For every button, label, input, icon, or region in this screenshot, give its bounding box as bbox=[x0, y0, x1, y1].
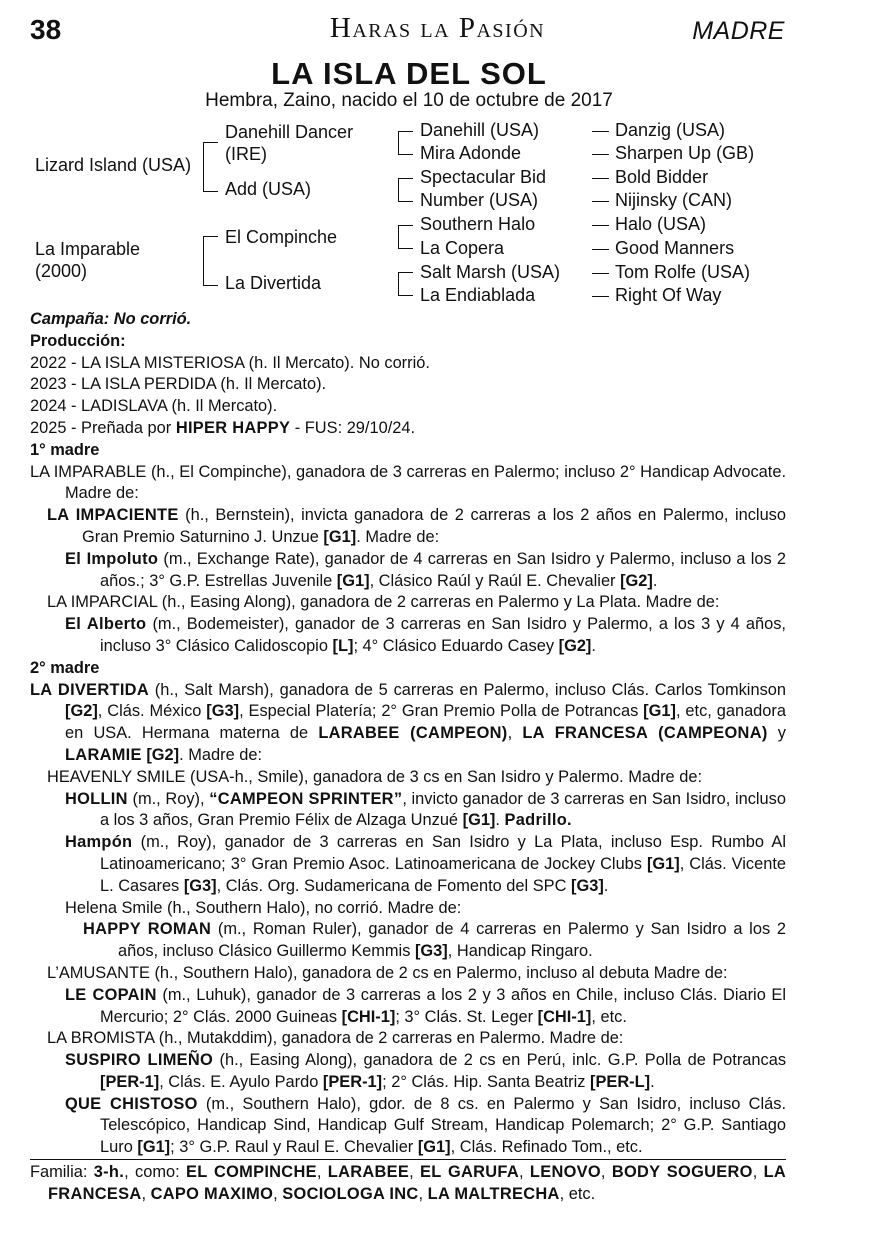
pedigree-dam-name: La Imparable bbox=[35, 239, 141, 259]
pedigree-g3-4: Number (USA) bbox=[420, 190, 539, 210]
pedigree-g3-7: Salt Marsh (USA) bbox=[420, 262, 561, 282]
pedigree-g4-4: Nijinsky (CAN) bbox=[615, 190, 732, 210]
produce-entry: QUE CHISTOSO (m., Southern Halo), gdor. de 8 cs. en Palermo y San Isidro, incluso Clás. Telescópico, Handicap Sind, Handicap Gulf Stream, Handicap Polemarch; 2° G.P. Santiago Luro [G1]; 3° G.P. Raul y Raul E. Chevalier [G1], Clás. Refinado Tom., etc. bbox=[65, 1094, 786, 1157]
bracket-g2-4 bbox=[398, 272, 413, 296]
dash-g4-5 bbox=[592, 225, 609, 226]
produce-entry: L’AMUSANTE (h., Southern Halo), ganadora de 2 cs en Palermo, incluso al debuta Madre de: bbox=[47, 963, 728, 982]
body-text bbox=[30, 309, 786, 1206]
pedigree-g3-5: Southern Halo bbox=[420, 214, 536, 234]
bracket-sire bbox=[203, 142, 218, 192]
produce-entry: LE COPAIN (m., Luhuk), ganador de 3 carreras a los 2 y 3 años en Chile, incluso Clás. Diario El Mercurio; 2° Clás. 2000 Guineas [CHI-1]; 3° Clás. St. Leger [CHI-1], etc. bbox=[65, 985, 786, 1026]
production-item: 2022 - LA ISLA MISTERIOSA (h. Il Mercato). No corrió. bbox=[30, 353, 430, 372]
dash-g4-4 bbox=[592, 201, 609, 202]
horse-name: LA ISLA DEL SOL bbox=[271, 56, 547, 91]
production-item: 2023 - LA ISLA PERDIDA (h. Il Mercato). bbox=[30, 375, 327, 394]
produce-entry: LA IMPACIENTE (h., Bernstein), invicta ganadora de 2 carreras a los 2 años en Palermo, incluso Gran Premio Saturnino J. Unzue [G1]. Madre de: bbox=[47, 506, 786, 546]
horse-description: Hembra, Zaino, nacido el 10 de octubre de 2017 bbox=[205, 90, 613, 111]
bracket-g2-3 bbox=[398, 225, 413, 249]
produce-entry: HAPPY ROMAN (m., Roman Ruler), ganador de 4 carreras en Palermo y San Isidro a los 2 años, incluso Clásico Guillermo Kemmis [G3], Handicap Ringaro. bbox=[83, 920, 786, 961]
dash-g4-2 bbox=[592, 154, 609, 155]
campaign: Campaña: No corrió. bbox=[30, 310, 192, 328]
dash-g4-8 bbox=[592, 296, 609, 297]
page-number: 38 bbox=[30, 14, 62, 45]
bracket-g2-2 bbox=[398, 178, 413, 202]
pedigree-g3-1: Danehill (USA) bbox=[420, 120, 540, 140]
section-label: MADRE bbox=[692, 17, 785, 45]
pedigree-sire: Lizard Island (USA) bbox=[35, 155, 192, 175]
pedigree-g3-6: La Copera bbox=[420, 238, 505, 258]
produce-entry: HEAVENLY SMILE (USA-h., Smile), ganadora de 3 cs en San Isidro y Palermo. Madre de: bbox=[47, 767, 703, 786]
pedigree-sire-sire: Danehill Dancer bbox=[225, 122, 354, 142]
family-line: Familia: 3-h., como: EL COMPINCHE, LARABEE, EL GARUFA, LENOVO, BODY SOGUERO, LA FRANCESA, CAPO MAXIMO, SOCIOLOGA INC, LA MALTRECHA, etc. bbox=[30, 1159, 786, 1206]
pedigree-g4-3: Bold Bidder bbox=[615, 167, 709, 187]
pedigree-g3-3: Spectacular Bid bbox=[420, 167, 547, 187]
dash-g4-1 bbox=[592, 131, 609, 132]
pedigree-sire-sire-country: (IRE) bbox=[225, 144, 267, 164]
dash-g4-6 bbox=[592, 249, 609, 250]
first-dam-heading: 1° madre bbox=[30, 440, 100, 459]
bracket-dam bbox=[203, 236, 218, 286]
pedigree-dam-sire: El Compinche bbox=[225, 227, 338, 247]
bracket-g2-1 bbox=[398, 131, 413, 155]
produce-entry: El Impoluto (m., Exchange Rate), ganador de 4 carreras en San Isidro y Palermo, incluso a los 2 años.; 3° G.P. Estrellas Juvenile [G1], Clásico Raúl y Raúl E. Chevalier [G2]. bbox=[65, 549, 786, 590]
production-heading: Producción: bbox=[30, 331, 126, 350]
production-item: 2025 - Preñada por HIPER HAPPY - FUS: 29/10/24. bbox=[30, 418, 416, 437]
second-dam-heading: 2° madre bbox=[30, 658, 100, 677]
produce-entry: SUSPIRO LIMEÑO (h., Easing Along), ganadora de 2 cs en Perú, inlc. G.P. Polla de Potrancas [PER-1], Clás. E. Ayulo Pardo [PER-1]; 2° Clás. Hip. Santa Beatriz [PER-L]. bbox=[65, 1051, 787, 1091]
produce-entry: Helena Smile (h., Southern Halo), no corrió. Madre de: bbox=[65, 898, 462, 917]
produce-entry: LA BROMISTA (h., Mutakddim), ganadora de 2 carreras en Palermo. Madre de: bbox=[47, 1029, 624, 1048]
produce-entry: Hampón (m., Roy), ganador de 3 carreras en San Isidro y La Plata, incluso Esp. Rumbo Al Latinoamericano; 3° Gran Premio Asoc. Latinoamericana de Jockey Clubs [G1], Clás. Vicente L. Casares [G3], Clás. Org. Sudamericana de Fomento del SPC [G3]. bbox=[65, 833, 786, 895]
dash-g4-7 bbox=[592, 273, 609, 274]
pedigree-dam-year: (2000) bbox=[35, 261, 88, 281]
dash-g4-3 bbox=[592, 178, 609, 179]
pedigree-g4-5: Halo (USA) bbox=[615, 214, 707, 234]
first-dam-entry: LA IMPARABLE (h., El Compinche), ganadora de 3 carreras en Palermo; incluso 2° Handicap Advocate. Madre de: bbox=[30, 462, 786, 503]
pedigree-g3-2: Mira Adonde bbox=[420, 143, 522, 163]
haras-title: Haras la Pasión bbox=[329, 12, 546, 44]
pedigree-g4-2: Sharpen Up (GB) bbox=[615, 143, 755, 163]
pedigree-sire-dam: Add (USA) bbox=[225, 179, 312, 199]
pedigree-g3-8: La Endiablada bbox=[420, 285, 536, 305]
pedigree-g4-1: Danzig (USA) bbox=[615, 120, 726, 140]
production-item: 2024 - LADISLAVA (h. Il Mercato). bbox=[30, 397, 278, 416]
pedigree-g4-8: Right Of Way bbox=[615, 285, 722, 305]
pedigree-dam-dam: La Divertida bbox=[225, 273, 322, 293]
second-dam-entry: LA DIVERTIDA (h., Salt Marsh), ganadora de 5 carreras en Palermo, incluso Clás. Carlos Tomkinson [G2], Clás. México [G3], Especial Platería; 2° Gran Premio Polla de Potrancas [G1], etc, ganadora en USA. Hermana materna de LARABEE (CAMPEON), LA FRANCESA (CAMPEONA) y LARAMIE [G2]. Madre de: bbox=[30, 680, 787, 764]
pedigree-g4-7: Tom Rolfe (USA) bbox=[615, 262, 751, 282]
pedigree-g4-6: Good Manners bbox=[615, 238, 735, 258]
produce-entry: LA IMPARCIAL (h., Easing Along), ganadora de 2 carreras en Palermo y La Plata. Madre de: bbox=[47, 593, 720, 612]
produce-entry: HOLLIN (m., Roy), “CAMPEON SPRINTER”, invicto ganador de 3 carreras en San Isidro, incluso a los 3 años, Gran Premio Félix de Alzaga Unzué [G1]. Padrillo. bbox=[65, 789, 786, 830]
produce-entry: El Alberto (m., Bodemeister), ganador de 3 carreras en San Isidro y Palermo, a los 3 y 4 años, incluso 3° Clásico Calidoscopio [L]; 4° Clásico Eduardo Casey [G2]. bbox=[65, 615, 786, 655]
